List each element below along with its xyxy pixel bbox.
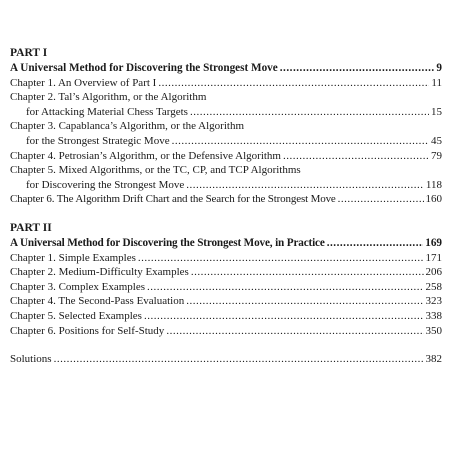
toc-entry-p2-ch6 [10,324,442,339]
leader-dots [283,149,429,164]
chapter-page: 206 [425,266,442,279]
leader-dots [166,324,423,339]
chapter-title: Chapter 5. Selected Examples [10,309,142,322]
chapter-page: 11 [431,76,442,89]
table-of-contents [10,46,442,367]
toc-entry-p1-ch3 [10,119,442,148]
part-1-subtitle: A Universal Method for Discovering the Strongest Move [10,62,278,74]
part-1-subtitle-line [10,61,442,76]
chapter-page: 323 [425,295,442,308]
toc-entry-p1-ch1 [10,76,442,91]
toc-entry-p2-ch5 [10,309,442,324]
leader-dots [144,309,424,324]
toc-entry-p2-ch2 [10,265,442,280]
chapter-title: Chapter 4. The Second-Pass Evaluation [10,295,185,308]
toc-entry-solutions [10,352,442,367]
chapter-page: 258 [425,280,442,293]
leader-dots [327,236,424,251]
chapter-page: 338 [425,309,442,322]
chapter-title: Chapter 6. The Algorithm Drift Chart and the Search for the Strongest Move [10,193,336,206]
chapter-title-continued: for Discovering the Strongest Move [26,178,185,191]
part-1-section [10,46,442,207]
chapter-page: 350 [425,324,442,337]
chapter-page: 45 [431,134,442,147]
chapter-title: Chapter 3. Complex Examples [10,280,146,293]
leader-dots [186,178,424,193]
toc-entry-p2-ch4 [10,294,442,309]
part-2-subtitle-line [10,236,442,251]
toc-entry-p1-ch6 [10,192,442,207]
chapter-page: 79 [431,149,442,162]
part-1-subtitle-page: 9 [436,62,442,74]
chapter-page: 171 [425,251,442,264]
chapter-title: Chapter 1. An Overview of Part I [10,76,157,89]
chapter-page: 15 [431,105,442,118]
toc-entry-p1-ch4 [10,149,442,164]
leader-dots [280,61,435,76]
part-2-heading: PART II [10,221,52,234]
chapter-title: Chapter 6. Positions for Self-Study [10,324,165,337]
leader-dots [172,134,429,149]
leader-dots [190,105,429,120]
chapter-title: Chapter 4. Petrosian’s Algorithm, or the Defensive Algorithm [10,149,281,162]
part-2-section [10,221,442,338]
toc-entry-p2-ch3 [10,280,442,295]
leader-dots [54,352,424,367]
chapter-page: 118 [425,178,442,191]
leader-dots [338,192,424,207]
chapter-title: Chapter 5. Mixed Algorithms, or the TC, CP, and TCP Algorithms [10,164,301,177]
solutions-page: 382 [425,353,442,366]
chapter-title: Chapter 1. Simple Examples [10,251,136,264]
chapter-title-continued: for Attacking Material Chess Targets [26,105,188,118]
chapter-page: 160 [425,193,442,206]
chapter-title: Chapter 3. Capablanca’s Algorithm, or the Algorithm [10,120,245,133]
leader-dots [138,251,424,266]
leader-dots [147,280,423,295]
part-1-heading: PART I [10,47,48,59]
leader-dots [191,265,424,280]
solutions-label: Solutions [10,353,52,366]
chapter-title: Chapter 2. Tal’s Algorithm, or the Algorithm [10,91,207,104]
toc-entry-p1-ch5 [10,163,442,192]
leader-dots [186,294,423,309]
part-2-subtitle-page: 169 [425,236,442,249]
part-2-subtitle: A Universal Method for Discovering the Strongest Move, in Practice [10,236,325,249]
chapter-title: Chapter 2. Medium-Difficulty Examples [10,266,189,279]
chapter-title-continued: for the Strongest Strategic Move [26,134,170,147]
leader-dots [158,76,429,91]
toc-entry-p2-ch1 [10,251,442,266]
toc-entry-p1-ch2 [10,90,442,119]
